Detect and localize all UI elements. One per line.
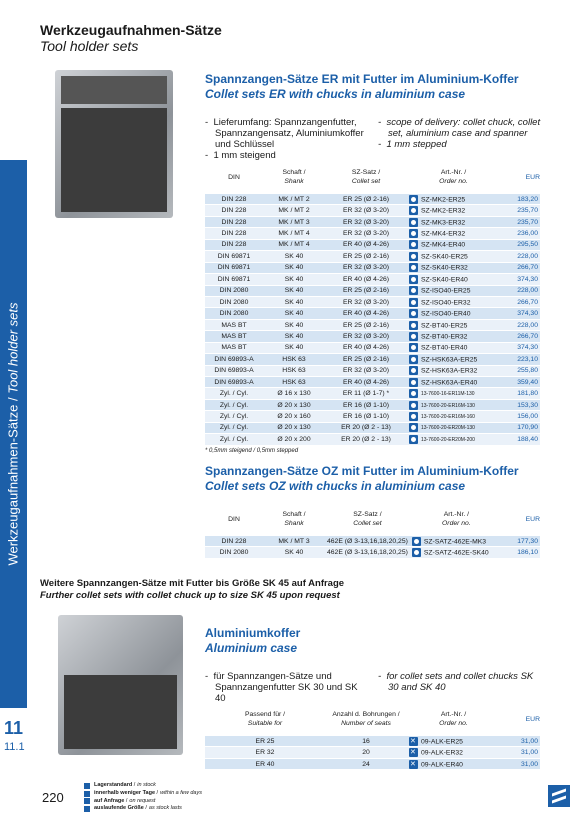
feature-item: - for collet sets and collet chucks SK 30 and SK 40 [378,671,534,693]
in-stock-icon [409,218,418,227]
table-row [205,377,540,388]
table-row [205,239,540,250]
table-row [205,399,540,410]
section-er-title-en: Collet sets ER with chucks in aluminium case [205,87,466,101]
in-stock-icon [409,286,418,295]
cell-din: DIN 69893-A [205,354,263,365]
cell-din: DIN 69871 [205,262,263,273]
cell-din: DIN 2080 [205,308,263,319]
in-stock-icon [409,401,418,410]
request-de: Weitere Spannzangen-Sätze mit Futter bis Größe SK 45 auf Anfrage [40,578,345,589]
in-stock-icon [84,783,90,789]
col-art: Art.-Nr. / Order no. [439,169,468,185]
cell-din: DIN 228 [205,536,263,547]
cell-art [407,342,500,353]
in-stock-icon [409,389,418,398]
order-number: SZ-HSK63A-ER25 [421,356,478,364]
cell-eur: 188,40 [500,434,540,445]
table-row [205,285,540,296]
cell-din: DIN 228 [205,216,263,227]
cell-shank: SK 40 [263,274,325,285]
cell-shank: HSK 63 [263,377,325,388]
cell-set: ER 32 (Ø 3-20) [325,216,407,227]
cell-art [407,365,500,376]
feature-item: - für Spannzangen-Sätze und Spannzangenfutter SK 30 und SK 40 [205,671,358,704]
request-en: Further collet sets with collet chuck up to size SK 45 upon request [40,590,340,601]
order-number: SZ-MK4-ER32 [421,230,466,238]
in-stock-icon [409,229,418,238]
cell-din: DIN 228 [205,205,263,216]
cell-shank: Ø 20 x 130 [263,399,325,410]
cell-eur: 31,00 [500,747,540,758]
cell-din: DIN 228 [205,239,263,250]
cell-set: ER 32 (Ø 3-20) [325,262,407,273]
cell-shank: MK / MT 2 [263,205,325,216]
cell-shank: SK 40 [263,285,325,296]
legend-item: innerhalb weniger Tage / within a few days [84,790,202,798]
cell-set: ER 25 (Ø 2-16) [325,354,407,365]
order-number: SZ-BT40-ER25 [421,321,468,329]
in-stock-icon [409,412,418,421]
cell-set: ER 20 (Ø 2 - 13) [325,422,407,433]
cell-set: ER 40 (Ø 4-26) [325,239,407,250]
table-row [205,547,540,558]
cell-fit: ER 32 [205,747,325,758]
page-number: 220 [42,790,64,805]
in-stock-icon [409,263,418,272]
cell-shank: SK 40 [263,319,325,330]
cell-shank: MK / MT 3 [263,536,325,547]
col-art: Art.-Nr. / Order no. [439,711,468,727]
cell-din: MAS BT [205,342,263,353]
cell-din: DIN 228 [205,194,263,205]
table-row [205,262,540,273]
cell-eur: 31,00 [500,736,540,747]
features-de [205,117,370,161]
table-row [205,205,540,216]
order-number: SZ-MK4-ER40 [421,241,466,249]
case-features-en [378,671,543,693]
cell-art [407,331,500,342]
order-number: SZ-SK40-ER40 [421,276,468,284]
as-stock-lasts-icon [409,737,418,746]
section-case-heading [205,626,300,656]
table-row [205,354,540,365]
cell-art [407,205,500,216]
col-shank: Schaft / Shank [282,169,306,185]
order-number: 13-7600-16-ER11M-130 [421,390,475,397]
in-stock-icon [409,206,418,215]
sidebar-text-en: Tool holder sets [5,302,21,394]
cell-din: DIN 69893-A [205,365,263,376]
table-row [205,422,540,433]
cell-eur: 186,10 [503,547,540,558]
col-set: SZ-Satz / Collet set [353,511,382,527]
cell-art [407,411,500,422]
order-number: 09-ALK-ER25 [421,738,463,746]
table-row [205,388,540,399]
cell-shank: Ø 16 x 130 [263,388,325,399]
cell-eur: 228,00 [500,319,540,330]
cell-art [407,251,500,262]
cell-shank: Ø 20 x 130 [263,422,325,433]
cell-art [407,262,500,273]
order-number: SZ-HSK63A-ER32 [421,367,478,375]
cell-set: ER 32 (Ø 3-20) [325,228,407,239]
cell-fit: ER 40 [205,758,325,769]
table-row [205,319,540,330]
cell-din: DIN 2080 [205,296,263,307]
section-case-title-de: Aluminiumkoffer [205,626,301,640]
feature-item: - 1 mm stepped [378,139,447,150]
cell-din: MAS BT [205,319,263,330]
cell-art [407,354,500,365]
cell-shank: SK 40 [263,251,325,262]
order-number: SZ-BT40-ER40 [421,344,468,352]
cell-eur: 183,20 [500,194,540,205]
cell-set: ER 11 (Ø 1-7) * [325,388,407,399]
order-number: SZ-ISO40-ER32 [421,298,471,306]
col-art: Art.-Nr. / Order no. [442,511,471,527]
cell-eur: 374,30 [500,274,540,285]
table-row [205,331,540,342]
cell-din: Zyl. / Cyl. [205,422,263,433]
request-note [40,578,344,602]
as-stock-lasts-icon [84,806,90,812]
cell-shank: MK / MT 4 [263,228,325,239]
in-stock-icon [409,321,418,330]
case-features-de [205,671,370,704]
cell-set: 462E (Ø 3-13,16,18,20,25) [325,536,410,547]
cell-eur: 153,30 [500,399,540,410]
cell-din: MAS BT [205,331,263,342]
footnote: * 0,5mm steigend / 0,5mm stepped [205,448,299,454]
in-stock-icon [409,252,418,261]
feature-item: - scope of delivery: collet chuck, collet set, aluminium case and spanner [378,117,541,139]
cell-art [407,194,500,205]
order-number: SZ-SK40-ER32 [421,264,468,272]
section-oz-heading [205,464,519,494]
table-row [205,747,540,758]
cell-eur: 228,00 [500,285,540,296]
legend-item: Lagerstandard / in stock [84,782,202,790]
section-oz-title-en: Collet sets OZ with chucks in aluminium case [205,479,466,493]
col-eur: EUR [525,173,540,181]
order-number: SZ-ISO40-ER25 [421,287,471,295]
cell-eur: 177,30 [503,536,540,547]
in-stock-icon [409,309,418,318]
case-table [205,702,540,770]
cell-din: DIN 2080 [205,285,263,296]
order-number: 09-ALK-ER40 [421,760,463,768]
order-number: SZ-SATZ-462E-SK40 [423,549,489,557]
cell-seats: 20 [325,747,407,758]
cell-art [407,319,500,330]
cell-eur: 235,70 [500,205,540,216]
cell-shank: Ø 20 x 200 [263,434,325,445]
order-number: SZ-MK3-ER32 [421,218,466,226]
col-din: DIN [228,173,240,181]
table-row [205,228,540,239]
order-number: 09-ALK-ER32 [421,749,463,757]
cell-din: Zyl. / Cyl. [205,388,263,399]
chapter-subnumber: 11.1 [4,741,25,753]
cell-shank: HSK 63 [263,354,325,365]
sidebar-text-de: Werkzeugaufnahmen-Sätze / [5,397,21,566]
aluminium-case-image [58,615,183,755]
in-stock-icon [409,298,418,307]
in-stock-icon [409,275,418,284]
availability-legend [84,782,202,813]
cell-set: ER 32 (Ø 3-20) [325,205,407,216]
feature-item: - Lieferumfang: Spannzangenfutter, Spannzangensatz, Aluminiumkoffer und Schlüssel [205,117,364,150]
in-stock-icon [409,332,418,341]
page-title-en: Tool holder sets [40,38,139,54]
col-set: SZ-Satz / Collet set [351,169,381,185]
cell-fit: ER 25 [205,736,325,747]
cell-art [407,747,500,758]
in-stock-icon [409,435,418,444]
cell-eur: 170,90 [500,422,540,433]
cell-art [407,377,500,388]
cell-din: Zyl. / Cyl. [205,434,263,445]
table-row [205,342,540,353]
cell-eur: 235,70 [500,216,540,227]
cell-art [407,399,500,410]
table-row [205,216,540,227]
oz-sets-table [205,502,540,559]
cell-shank: MK / MT 2 [263,194,325,205]
table-row [205,251,540,262]
cell-eur: 181,80 [500,388,540,399]
sidebar-label [6,302,21,565]
cell-shank: SK 40 [263,296,325,307]
in-stock-icon [409,195,418,204]
collet-case-image [55,70,173,218]
cell-din: DIN 69893-A [205,377,263,388]
cell-shank: MK / MT 3 [263,216,325,227]
cell-art [410,536,503,547]
cell-eur: 374,30 [500,308,540,319]
cell-art [407,308,500,319]
chapter-sidebar [0,160,27,708]
chapter-number: 11 [4,718,24,738]
col-fit: Passend für / Suitable for [244,711,286,727]
cell-shank: MK / MT 4 [263,239,325,250]
table-row [205,365,540,376]
page-title-de: Werkzeugaufnahmen-Sätze [40,22,222,38]
cell-eur: 359,40 [500,377,540,388]
cell-set: ER 25 (Ø 2-16) [325,319,407,330]
cell-eur: 374,30 [500,342,540,353]
table-row [205,296,540,307]
cell-set: ER 16 (Ø 1-10) [325,399,407,410]
in-stock-icon [409,343,418,352]
cell-eur: 255,80 [500,365,540,376]
cell-din: DIN 228 [205,228,263,239]
cell-eur: 236,00 [500,228,540,239]
cell-art [407,736,500,747]
section-er-title-de: Spannzangen-Sätze ER mit Futter im Aluminium-Koffer [205,72,519,86]
cell-eur: 266,70 [500,331,540,342]
cell-set: ER 25 (Ø 2-16) [325,194,407,205]
col-eur: EUR [525,715,540,723]
section-er-heading [205,72,519,102]
cell-set: ER 20 (Ø 2 - 13) [325,434,407,445]
order-number: 13-7600-20-ER20M-200 [421,436,475,443]
order-number: 13-7600-20-ER16M-160 [421,413,475,420]
cell-set: 462E (Ø 3-13,16,18,20,25) [325,547,410,558]
as-stock-lasts-icon [409,748,418,757]
in-stock-icon [412,548,421,557]
cell-art [407,274,500,285]
cell-art [407,388,500,399]
cell-shank: SK 40 [263,331,325,342]
cell-set: ER 25 (Ø 2-16) [325,251,407,262]
col-din: DIN [228,515,240,523]
table-row [205,736,540,747]
cell-din: Zyl. / Cyl. [205,411,263,422]
cell-set: ER 25 (Ø 2-16) [325,285,407,296]
cell-art [407,228,500,239]
table-row [205,308,540,319]
cell-shank: Ø 20 x 160 [263,411,325,422]
cell-shank: SK 40 [263,547,325,558]
col-shank: Schaft / Shank [282,511,306,527]
cell-shank: SK 40 [263,262,325,273]
section-oz-title-de: Spannzangen-Sätze OZ mit Futter im Aluminium-Koffer [205,464,519,478]
cell-art [407,296,500,307]
order-number: SZ-MK2-ER25 [421,196,466,204]
cell-shank: HSK 63 [263,365,325,376]
legend-item: auslaufende Größe / as stock lasts [84,805,202,813]
cell-eur: 223,10 [500,354,540,365]
cell-eur: 266,70 [500,262,540,273]
legend-item: auf Anfrage / on request [84,798,202,806]
cell-art [410,547,503,558]
cell-eur: 295,50 [500,239,540,250]
cell-din: DIN 69871 [205,274,263,285]
cell-din: Zyl. / Cyl. [205,399,263,410]
on-request-icon [84,798,90,804]
cell-art [407,216,500,227]
few-days-icon [84,791,90,797]
order-number: SZ-SATZ-462E-MK3 [423,538,487,546]
cell-set: ER 32 (Ø 3-20) [325,331,407,342]
in-stock-icon [409,423,418,432]
cell-set: ER 32 (Ø 3-20) [325,365,407,376]
in-stock-icon [409,355,418,364]
in-stock-icon [409,240,418,249]
brand-logo [548,785,570,807]
order-number: SZ-BT40-ER32 [421,333,468,341]
order-number: SZ-MK2-ER32 [421,207,466,215]
table-row [205,274,540,285]
table-row [205,194,540,205]
order-number: SZ-SK40-ER25 [421,253,468,261]
page-header [40,22,222,54]
cell-set: ER 40 (Ø 4-26) [325,342,407,353]
cell-seats: 16 [325,736,407,747]
cell-set: ER 32 (Ø 3-20) [325,296,407,307]
table-row [205,536,540,547]
cell-eur: 266,70 [500,296,540,307]
cell-seats: 24 [325,758,407,769]
cell-art [407,239,500,250]
in-stock-icon [412,537,421,546]
er-sets-table [205,160,540,446]
table-row [205,411,540,422]
cell-art [407,422,500,433]
table-row [205,758,540,769]
section-case-title-en: Aluminium case [205,641,298,655]
cell-set: ER 40 (Ø 4-26) [325,274,407,285]
order-number: 13-7600-20-ER16M-130 [421,402,475,409]
cell-din: DIN 2080 [205,547,263,558]
feature-item: - 1 mm steigend [205,150,276,161]
cell-eur: 228,00 [500,251,540,262]
features-en [378,117,548,150]
cell-art [407,434,500,445]
as-stock-lasts-icon [409,760,418,769]
table-row [205,434,540,445]
col-seats: Anzahl d. Bohrungen / Number of seats [332,711,400,727]
cell-eur: 156,00 [500,411,540,422]
cell-set: ER 40 (Ø 4-26) [325,377,407,388]
order-number: 13-7600-20-ER20M-130 [421,425,475,432]
order-number: SZ-HSK63A-ER40 [421,379,478,387]
cell-shank: SK 40 [263,342,325,353]
cell-set: ER 16 (Ø 1-10) [325,411,407,422]
cell-shank: SK 40 [263,308,325,319]
in-stock-icon [409,366,418,375]
cell-art [407,285,500,296]
cell-art [407,758,500,769]
cell-eur: 31,00 [500,758,540,769]
order-number: SZ-ISO40-ER40 [421,310,471,318]
in-stock-icon [409,378,418,387]
cell-din: DIN 69871 [205,251,263,262]
col-eur: EUR [525,515,540,523]
cell-set: ER 40 (Ø 4-26) [325,308,407,319]
